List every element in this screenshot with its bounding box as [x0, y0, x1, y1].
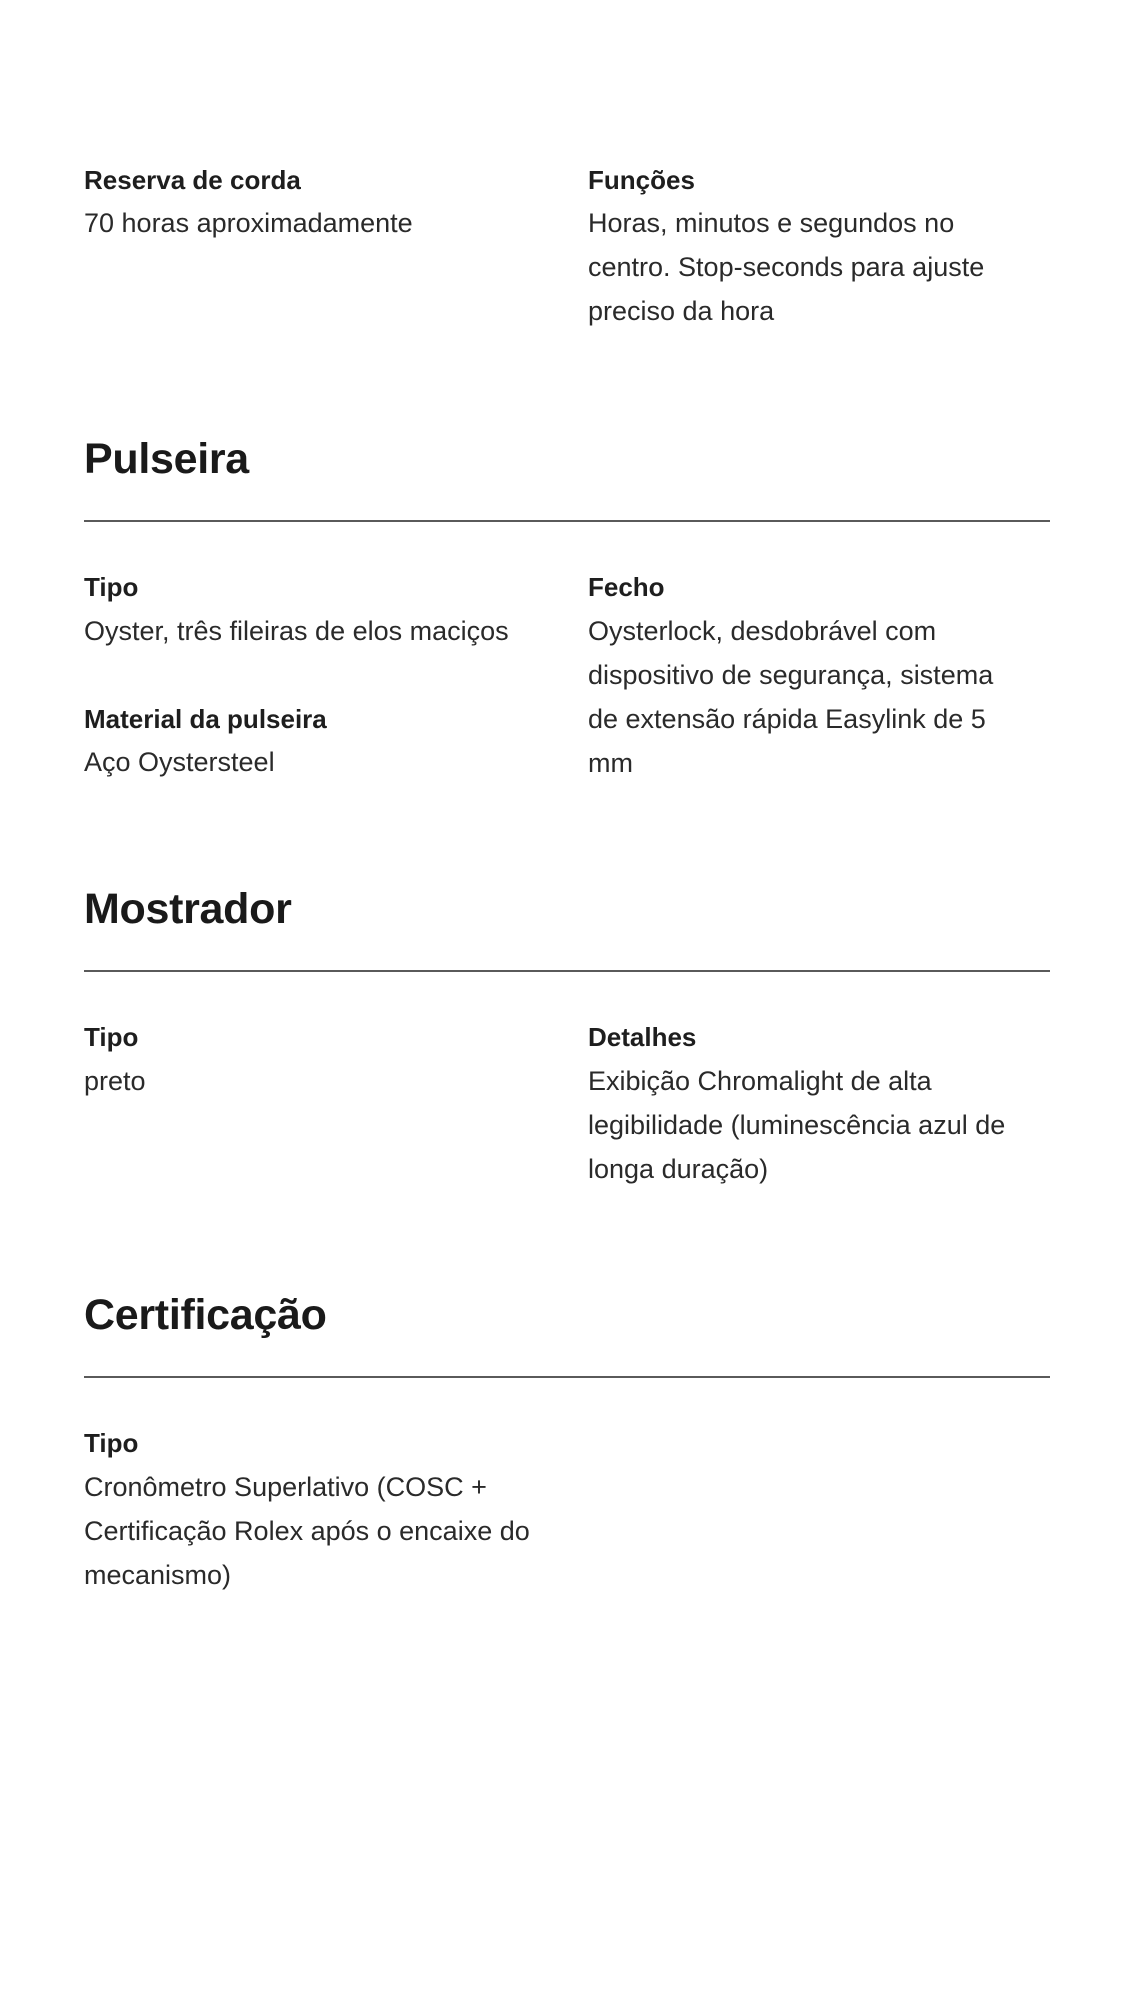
certification-type-label: Tipo [84, 1428, 139, 1458]
power-reserve-label: Reserva de corda [84, 165, 301, 195]
certification-divider [84, 1376, 1050, 1378]
clasp-value: Oysterlock, desdobrável com dispositivo de segurança, sistema de extensão rápida Easylink de 5 mm [588, 616, 994, 778]
certification-section-title: Certificação [84, 1291, 327, 1339]
dial-details-value: Exibição Chromalight de alta legibilidade (luminescência azul de longa duração) [588, 1066, 1006, 1184]
bracelet-divider [84, 520, 1050, 522]
certification-type-value: Cronômetro Superlativo (COSC + Certificação Rolex após o encaixe do mecanismo) [84, 1472, 530, 1590]
functions-value: Horas, minutos e segundos no centro. Stop-seconds para ajuste preciso da hora [588, 208, 985, 326]
bracelet-type-value: Oyster, três fileiras de elos maciços [84, 616, 509, 646]
dial-type-value: preto [84, 1066, 146, 1096]
clasp-label: Fecho [588, 572, 665, 602]
dial-type-label: Tipo [84, 1022, 139, 1052]
power-reserve-value: 70 horas aproximadamente [84, 208, 413, 238]
functions-label: Funções [588, 165, 695, 195]
bracelet-section-title: Pulseira [84, 435, 249, 483]
bracelet-material-label: Material da pulseira [84, 704, 327, 734]
dial-section-title: Mostrador [84, 885, 292, 933]
dial-details-label: Detalhes [588, 1022, 697, 1052]
dial-divider [84, 970, 1050, 972]
bracelet-material-value: Aço Oystersteel [84, 747, 275, 777]
bracelet-type-label: Tipo [84, 572, 139, 602]
